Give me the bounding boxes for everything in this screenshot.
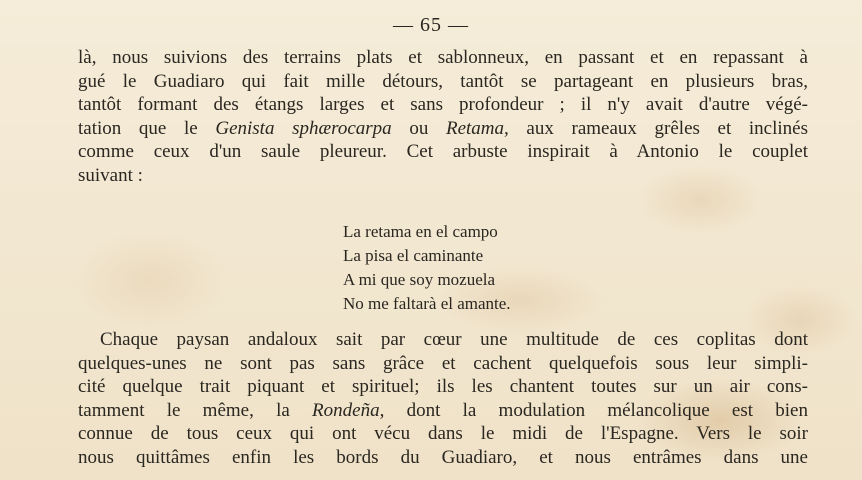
paragraph-1 bbox=[78, 46, 808, 187]
text-run: aux rameaux grêles et inclinés bbox=[508, 117, 809, 139]
verse-line: A mi que soy mozuela bbox=[343, 270, 496, 289]
paragraph-line: Chaque paysan andaloux sait par cœur une multitude de ces coplitas dont bbox=[100, 329, 808, 350]
text-run: ou bbox=[391, 117, 446, 139]
paragraph-line: suivant : bbox=[78, 164, 143, 186]
text-run: tamment le même, la bbox=[78, 399, 313, 421]
text-run: dont la modulation mélancolique est bien bbox=[384, 399, 808, 421]
paragraph-2 bbox=[78, 328, 808, 469]
italic-species-name: Genista sphærocarpa bbox=[215, 117, 392, 139]
page-number: — 65 — bbox=[393, 14, 469, 36]
text-run: tation que le bbox=[78, 117, 216, 139]
paragraph-line: cité quelque trait piquant et spirituel; ils les chantent toutes sur un air cons- bbox=[78, 376, 808, 397]
verse-line: La pisa el caminante bbox=[343, 246, 484, 265]
paragraph-line bbox=[78, 117, 808, 141]
paragraph-line: là, nous suivions des terrains plats et sablonneux, en passant et en repassant à bbox=[78, 47, 808, 68]
paragraph-line: nous quittâmes enfin les bords du Guadiaro, et nous entrâmes dans une bbox=[78, 446, 808, 468]
paragraph-line: tantôt formant des étangs larges et sans profondeur ; il n'y avait d'autre végé- bbox=[78, 94, 808, 115]
italic-plant-name: Retama, bbox=[445, 117, 509, 139]
paragraph-line: gué le Guadiaro qui fait mille détours, tantôt se partageant en plusieurs bras, bbox=[78, 70, 808, 92]
paragraph-line: comme ceux d'un saule pleureur. Cet arbuste inspirait à Antonio le couplet bbox=[78, 141, 808, 162]
verse-couplet bbox=[343, 220, 511, 316]
paragraph-line: quelques-unes ne sont pas sans grâce et cachent quelquefois sous leur simpli- bbox=[78, 352, 808, 374]
paragraph-line bbox=[78, 399, 808, 423]
verse-line: La retama en el campo bbox=[343, 222, 498, 241]
verse-line: No me faltarà el amante. bbox=[343, 294, 511, 313]
paragraph-line: connue de tous ceux qui ont vécu dans le midi de l'Espagne. Vers le soir bbox=[78, 423, 808, 444]
italic-song-name: Rondeña, bbox=[312, 399, 385, 421]
